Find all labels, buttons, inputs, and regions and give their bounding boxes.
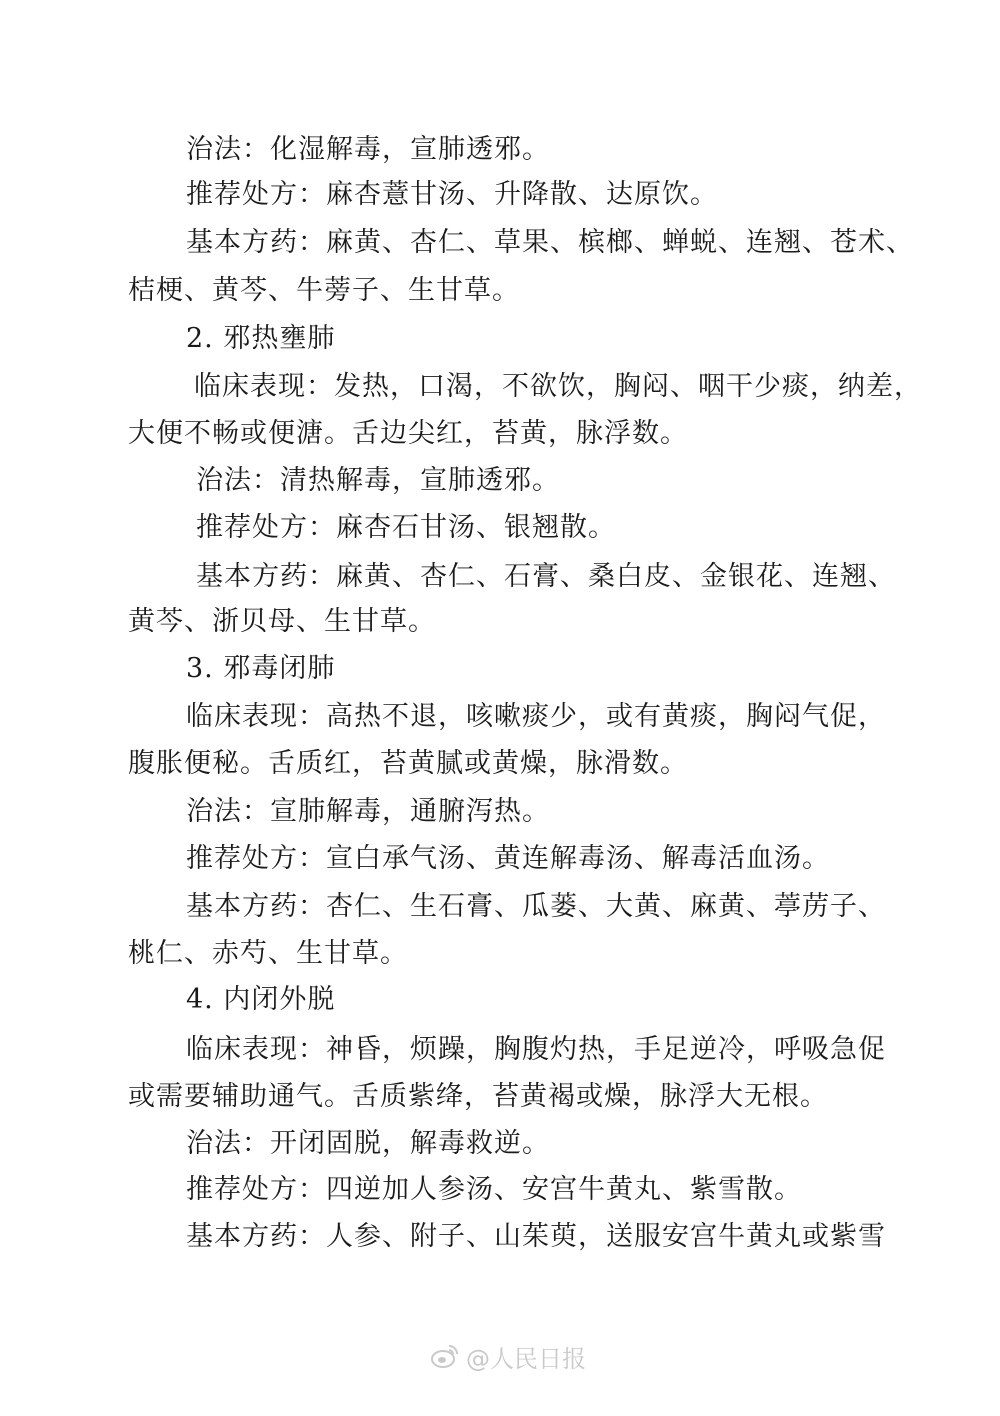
text-line: 或需要辅助通气。舌质紫绛，苔黄褐或燥，脉浮大无根。 [128, 1081, 828, 1112]
text-line: 临床表现：发热，口渴，不欲饮，胸闷、咽干少痰，纳差， [194, 371, 922, 402]
text-line: 桃仁、赤芍、生甘草。 [128, 938, 408, 969]
section-heading: 4. 内闭外脱 [186, 984, 336, 1015]
text-line: 基本方药：麻黄、杏仁、石膏、桑白皮、金银花、连翘、 [196, 561, 896, 592]
text-line: 治法：宣肺解毒，通腑泻热。 [186, 796, 550, 827]
text-line: 推荐处方：四逆加人参汤、安宫牛黄丸、紫雪散。 [186, 1174, 802, 1205]
text-line: 大便不畅或便溏。舌边尖红，苔黄，脉浮数。 [128, 418, 688, 449]
section-heading: 2. 邪热壅肺 [186, 323, 336, 354]
watermark [430, 1338, 600, 1374]
text-line: 腹胀便秘。舌质红，苔黄腻或黄燥，脉滑数。 [128, 748, 688, 779]
text-line: 推荐处方：宣白承气汤、黄连解毒汤、解毒活血汤。 [186, 843, 830, 874]
text-line: 基本方药：麻黄、杏仁、草果、槟榔、蝉蜕、连翘、苍术、 [186, 227, 914, 258]
section-heading: 3. 邪毒闭肺 [186, 653, 336, 684]
text-line: 推荐处方：麻杏石甘汤、银翘散。 [196, 512, 616, 543]
text-line: 临床表现：高热不退，咳嗽痰少，或有黄痰，胸闷气促， [186, 701, 886, 732]
text-line: 基本方药：杏仁、生石膏、瓜蒌、大黄、麻黄、葶苈子、 [186, 891, 886, 922]
text-line: 临床表现：神昏，烦躁，胸腹灼热，手足逆冷，呼吸急促 [186, 1034, 886, 1065]
text-line: 推荐处方：麻杏薏甘汤、升降散、达原饮。 [186, 179, 718, 210]
text-line: 治法：化湿解毒，宣肺透邪。 [186, 134, 550, 165]
weibo-icon [430, 1341, 460, 1371]
text-line: 治法：清热解毒，宣肺透邪。 [196, 465, 560, 496]
text-line: 基本方药：人参、附子、山茱萸，送服安宫牛黄丸或紫雪 [186, 1221, 886, 1252]
text-line: 黄芩、浙贝母、生甘草。 [128, 606, 436, 637]
text-line: 治法：开闭固脱，解毒救逆。 [186, 1128, 550, 1159]
watermark-text: @人民日报 [466, 1344, 586, 1373]
text-line: 桔梗、黄芩、牛蒡子、生甘草。 [128, 275, 520, 306]
